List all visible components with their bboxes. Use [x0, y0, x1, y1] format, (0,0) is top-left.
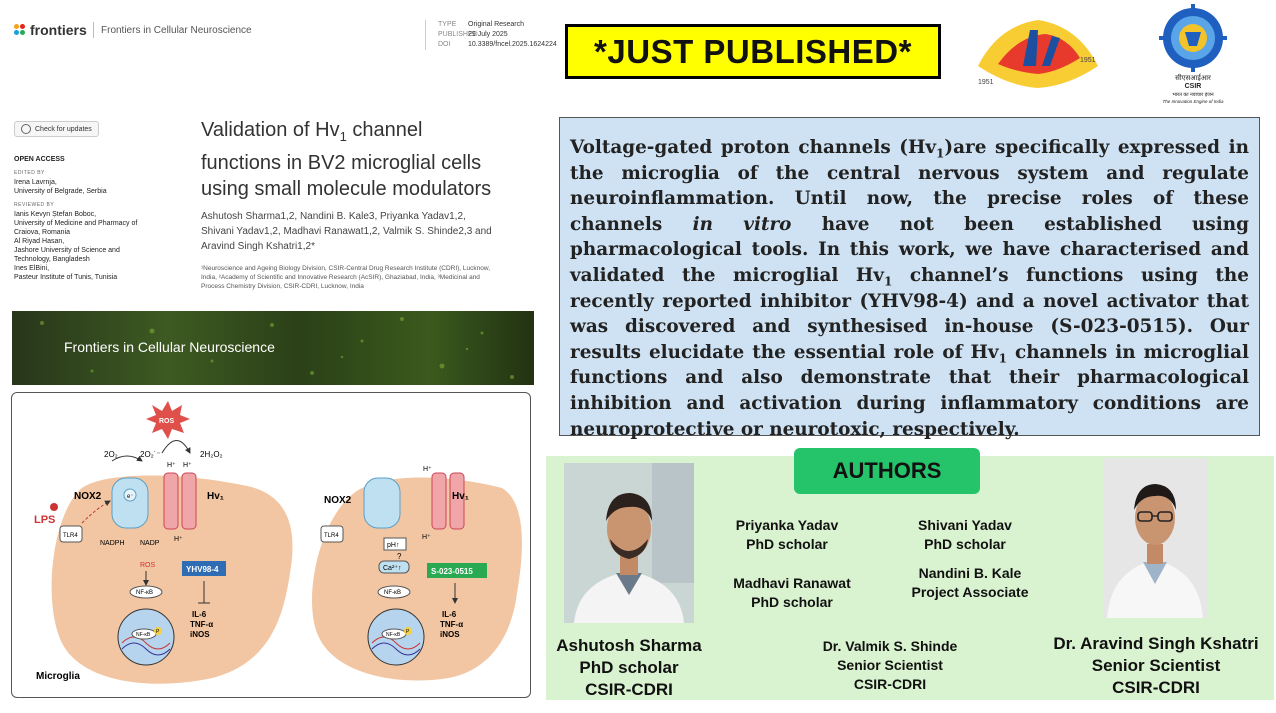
tnf-label: TNF-α [440, 620, 464, 629]
nox2-label: NOX2 [324, 495, 352, 506]
author-card-madhavi [712, 574, 872, 612]
hv1-channel-icon [432, 473, 446, 529]
electron-label: e⁻ [127, 494, 134, 500]
check-updates-button[interactable] [14, 121, 99, 137]
o2-radical-label: 2O₂˙⁻ [140, 450, 161, 459]
author-card-valmik [800, 637, 980, 694]
nox2-channel-icon [112, 478, 148, 528]
mechanism-diagram [12, 393, 530, 697]
abstract-text: Voltage-gated proton channels (Hv [570, 137, 937, 158]
reviewer-line: University of Medicine and Pharmacy of [14, 220, 138, 227]
tlr4-label: TLR4 [63, 533, 78, 539]
check-icon [21, 124, 31, 134]
h-plus-label: H⁺ [167, 462, 176, 469]
affiliation-line: ¹Neuroscience and Ageing Biology Division, CSIR-Central Drug Research Institute (CDRI), Lucknow, [201, 265, 491, 272]
il6-label: IL-6 [442, 610, 457, 619]
type-value: Original Research [468, 21, 525, 28]
reviewer-line: Pasteur Institute of Tunis, Tunisia [14, 274, 118, 281]
affiliation-line: Process Chemistry Division, CSIR-CDRI, Lucknow, India [201, 283, 364, 290]
person-avatar-icon [1103, 458, 1207, 618]
nox2-label: NOX2 [74, 491, 102, 502]
cdri-emblem-icon [968, 6, 1108, 94]
open-access-label: OPEN ACCESS [14, 156, 65, 163]
cdri-year-right: 1951 [1080, 57, 1096, 64]
lps-label: LPS [34, 514, 56, 526]
cdri-logo [968, 6, 1108, 94]
author-name: Madhavi Ranawat [733, 575, 851, 591]
type-label: TYPE [438, 21, 457, 28]
reviewed-by-label: REVIEWED BY [14, 202, 55, 208]
tnf-label: TNF-α [190, 620, 214, 629]
csir-emblem-icon [1152, 2, 1234, 104]
lps-icon [50, 503, 58, 511]
published-value: 29 July 2025 [468, 31, 508, 38]
authors-line: Aravind Singh Kshatri1,2* [201, 241, 315, 252]
tlr4-label: TLR4 [324, 533, 339, 539]
abstract-subscript: 1 [883, 274, 893, 289]
reviewer-line: Ianis Kevyn Ștefan Boboc, [14, 211, 97, 218]
nfkb-label: NF-κB [136, 590, 153, 596]
title-line: functions in BV2 microglial cells [201, 152, 482, 174]
authors-line: Ashutosh Sharma1,2, Nandini B. Kale3, Priyanka Yadav1,2, [201, 211, 466, 222]
phospho-label: P [406, 629, 410, 635]
affiliation-line: India, ²Academy of Scientific and Innovative Research (AcSIR), Ghaziabad, India, ³Medicinal and [201, 274, 480, 281]
person-avatar-icon [564, 463, 694, 623]
question-label: ? [397, 552, 402, 561]
author-role: PhD scholar [746, 536, 828, 552]
authors-line: Shivani Yadav1,2, Madhavi Ranawat1,2, Valmik S. Shinde2,3 and [201, 226, 492, 237]
nfkb-label: NF-κB [384, 590, 401, 596]
author-name: Dr. Valmik S. Shinde [822, 638, 958, 654]
author-role: PhD scholar [579, 658, 679, 677]
author-role: Senior Scientist [837, 657, 943, 673]
ros-top-label: ROS [159, 418, 175, 425]
h-plus-label: H⁺ [423, 466, 432, 473]
h-plus-label: H⁺ [183, 462, 192, 469]
banner-journal-text: Frontiers in Cellular Neuroscience [64, 339, 275, 355]
nfkb-label: NF-κB [386, 632, 401, 638]
author-card-priyanka [712, 516, 862, 554]
il6-label: IL-6 [192, 610, 207, 619]
reviewer-line: Technology, Bangladesh [14, 256, 90, 263]
author-card-ashutosh [548, 635, 710, 701]
doi-label: DOI [438, 41, 451, 48]
csir-text: CSIR [1184, 83, 1202, 90]
author-photo-ashutosh [564, 463, 694, 623]
author-card-nandini [890, 564, 1050, 602]
graphical-abstract [11, 392, 531, 698]
author-name: Dr. Aravind Singh Kshatri [1053, 634, 1259, 653]
reviewer-line: Craiova, Romania [14, 229, 71, 236]
editor-info [14, 155, 164, 282]
edited-by-label: EDITED BY [14, 170, 45, 176]
abstract-box [559, 117, 1260, 440]
csir-tag-hindi: भारत का नवाचार इंजन [1172, 92, 1214, 98]
abstract-subscript: 1 [998, 351, 1007, 366]
ros-label: ROS [140, 562, 156, 569]
paper-authors [201, 209, 541, 254]
abstract-text: )are specifically expressed in the microglia of the central nervous system and regulate neuroinflammation. Until now, the precise roles of these channels [570, 137, 1249, 235]
author-name: Ashutosh Sharma [556, 636, 702, 655]
author-role: Senior Scientist [1091, 656, 1221, 675]
author-name: Shivani Yadav [918, 517, 1012, 533]
activator-label: S-023-0515 [431, 567, 473, 576]
hv1-channel-icon [164, 473, 178, 529]
paper-title [201, 117, 551, 202]
calcium-label: Ca²⁺↑ [383, 565, 402, 572]
edited-by-line: Irena Lavrnja, [14, 179, 57, 186]
cdri-year-left: 1951 [978, 79, 994, 86]
title-line: using small molecule modulators [201, 178, 492, 200]
frontiers-logo [14, 22, 87, 38]
edited-by-line: University of Belgrade, Serbia [14, 188, 107, 195]
article-meta [425, 20, 557, 50]
title-subscript: 1 [339, 129, 347, 144]
nox2-channel-icon [364, 478, 400, 528]
author-card-aravind [1040, 633, 1272, 699]
inos-label: iNOS [190, 630, 210, 639]
authors-heading: AUTHORS [794, 448, 980, 494]
author-role: Project Associate [911, 584, 1029, 600]
author-role: PhD scholar [924, 536, 1006, 552]
author-org: CSIR-CDRI [585, 680, 673, 699]
h2o2-label: 2H₂O₂ [200, 450, 223, 459]
abstract-subscript: 1 [936, 146, 945, 161]
frontiers-brand: frontiers [30, 22, 87, 38]
abstract-text: channel’s functions using the recently reported inhibitor (YHV98-4) and a novel activator that was discovered and synthesised in-house (S-023-0515). Our results elucidate the essential role of Hv [570, 264, 1249, 363]
reviewer-line: Jashore University of Science and [14, 247, 120, 254]
reviewer-line: Al Riyad Hasan, [14, 238, 65, 245]
inhibitor-label: YHV98-4 [186, 565, 219, 574]
author-name: Priyanka Yadav [735, 517, 839, 533]
microglia-label: Microglia [36, 671, 80, 682]
header-divider [93, 22, 94, 38]
ph-label: pH↑ [387, 542, 400, 549]
author-photo-aravind [1103, 458, 1207, 618]
csir-logo [1152, 2, 1234, 104]
abstract-text: channels in microglial functions and also demonstrate that their pharmacological inhibition and activation during inflammatory conditions are neuroprotective or neurotoxic, respectively. [570, 341, 1249, 440]
just-published-banner: *JUST PUBLISHED* [565, 24, 941, 79]
author-role: PhD scholar [751, 594, 833, 610]
doi-value: 10.3389/fncel.2025.1624224 [468, 41, 557, 48]
abstract-italic: in vitro [692, 213, 792, 235]
nadp-label: NADP [140, 540, 160, 547]
nadph-label: NADPH [100, 540, 125, 547]
inos-label: iNOS [440, 630, 460, 639]
h-plus-label: H⁺ [174, 536, 183, 543]
csir-tagline: The Innovation Engine of India [1162, 99, 1224, 104]
o2-label: 2O₂ [104, 450, 118, 459]
title-text: Validation of Hv [201, 119, 340, 141]
hv1-label: Hv₁ [207, 491, 224, 502]
csir-hindi: सीएसआईआर [1175, 75, 1211, 82]
journal-name: Frontiers in Cellular Neuroscience [101, 25, 252, 36]
abstract-text: have not been established using pharmacological tools. In this work, we have characterised and validated the microglial Hv [570, 213, 1249, 286]
h-plus-label: H⁺ [422, 534, 431, 541]
reviewer-line: Ines ElBini, [14, 265, 50, 272]
hv1-label: Hv₁ [452, 491, 469, 502]
affiliations [201, 264, 541, 291]
author-card-shivani [890, 516, 1040, 554]
check-updates-label: Check for updates [35, 125, 92, 133]
frontiers-logo-icon [14, 24, 26, 36]
author-org: CSIR-CDRI [1112, 678, 1200, 697]
author-name: Nandini B. Kale [918, 565, 1022, 581]
nfkb-label: NF-κB [136, 632, 151, 638]
phospho-label: P [156, 629, 160, 635]
published-label: PUBLISHED [438, 31, 478, 38]
title-text: channel [346, 119, 423, 141]
author-org: CSIR-CDRI [853, 676, 927, 692]
